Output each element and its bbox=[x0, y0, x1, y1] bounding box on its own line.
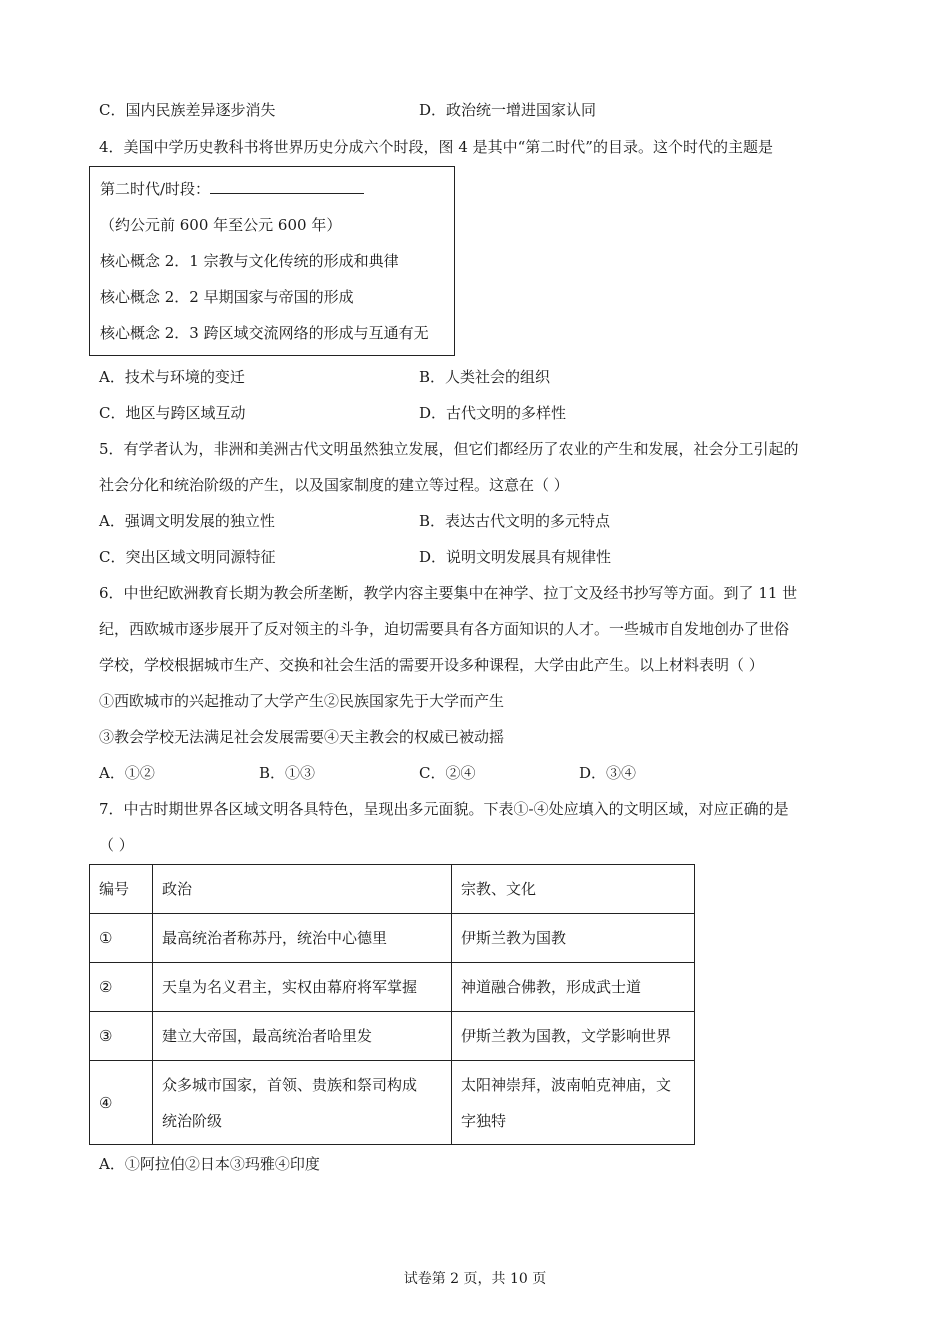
q4-box-period: （约公元前 600 年至公元 600 年） bbox=[100, 216, 342, 234]
table-header-row bbox=[90, 865, 695, 914]
q4-box-blank bbox=[210, 179, 364, 194]
q7-stem-line-1: 7．中古时期世界各区域文明各具特色，呈现出多元面貌。下表①-④处应填入的文明区域，对应正确的是 bbox=[99, 800, 789, 818]
table-cell-religion: 伊斯兰教为国教 bbox=[452, 914, 695, 963]
table-cell-religion bbox=[452, 1061, 695, 1145]
table-header-cell: 宗教、文化 bbox=[452, 865, 695, 914]
table-cell-religion-line: 字独特 bbox=[461, 1111, 507, 1130]
table-header-cell: 编号 bbox=[90, 865, 153, 914]
table-cell-politics: 天皇为名义君主，实权由幕府将军掌握 bbox=[153, 963, 452, 1012]
q6-stem-line-2: 纪，西欧城市逐步展开了反对领主的斗争，迫切需要具有各方面知识的人才。一些城市自发地创办了世俗 bbox=[99, 620, 790, 638]
q4-box-concept-1: 核心概念 2．1 宗教与文化传统的形成和典律 bbox=[100, 252, 399, 270]
table-cell-politics-line: 众多城市国家，首领、贵族和祭司构成 bbox=[162, 1075, 418, 1094]
q7-stem-line-2: （ ） bbox=[99, 836, 134, 854]
table-cell-politics bbox=[153, 1061, 452, 1145]
table-cell-religion: 神道融合佛教，形成武士道 bbox=[452, 963, 695, 1012]
q5-option-b: B．表达古代文明的多元特点 bbox=[419, 512, 611, 530]
q5-option-a: A．强调文明发展的独立性 bbox=[99, 512, 275, 530]
q6-statement-2: ③教会学校无法满足社会发展需要④天主教会的权威已被动摇 bbox=[99, 728, 505, 746]
q6-options bbox=[99, 763, 859, 783]
q5-options-ab bbox=[99, 511, 859, 531]
table-cell-religion: 伊斯兰教为国教，文学影响世界 bbox=[452, 1012, 695, 1061]
q4-box-title-line bbox=[100, 179, 364, 199]
table-cell-id: ④ bbox=[90, 1061, 153, 1145]
q4-option-c: C．地区与跨区域互动 bbox=[99, 404, 246, 422]
q4-option-d: D．古代文明的多样性 bbox=[419, 404, 567, 422]
q6-option-c: C．②④ bbox=[419, 764, 476, 782]
q6-stem-line-3: 学校，学校根据城市生产、交换和社会生活的需要开设多种课程，大学由此产生。以上材料表明（ ） bbox=[99, 656, 764, 674]
q4-box-title: 第二时代/时段： bbox=[100, 180, 211, 198]
q6-option-a: A．①② bbox=[99, 764, 155, 782]
q7-option-a: A．①阿拉伯②日本③玛雅④印度 bbox=[99, 1155, 320, 1173]
q4-options-ab bbox=[99, 367, 859, 387]
table-row bbox=[90, 963, 695, 1012]
q4-stem: 4．美国中学历史教科书将世界历史分成六个时段，图 4 是其中“第二时代”的目录。这个时代的主题是 bbox=[99, 138, 773, 156]
q7-table bbox=[89, 864, 695, 1145]
q5-option-d: D．说明文明发展具有规律性 bbox=[419, 548, 612, 566]
table-cell-id: ① bbox=[90, 914, 153, 963]
table-row bbox=[90, 1061, 695, 1145]
q4-options-cd bbox=[99, 403, 859, 423]
table-cell-religion-line: 太阳神崇拜，波南帕克神庙，文 bbox=[461, 1075, 672, 1094]
table-cell-politics: 建立大帝国，最高统治者哈里发 bbox=[153, 1012, 452, 1061]
table-header-cell: 政治 bbox=[153, 865, 452, 914]
q5-stem-line-2: 社会分化和统治阶级的产生，以及国家制度的建立等过程。这意在（ ） bbox=[99, 476, 569, 494]
table-row bbox=[90, 1012, 695, 1061]
q6-option-d: D．③④ bbox=[579, 764, 637, 782]
q4-figure-box bbox=[89, 166, 455, 356]
q3-options-cd bbox=[99, 100, 859, 120]
q6-stem-line-1: 6．中世纪欧洲教育长期为教会所垄断，教学内容主要集中在神学、拉丁文及经书抄写等方面。到了 11 世 bbox=[99, 584, 798, 602]
page-footer: 试卷第 2 页，共 10 页 bbox=[403, 1271, 547, 1287]
q5-option-c: C．突出区域文明同源特征 bbox=[99, 548, 276, 566]
q4-option-b: B．人类社会的组织 bbox=[419, 368, 551, 386]
q4-box-concept-2: 核心概念 2．2 早期国家与帝国的形成 bbox=[100, 288, 354, 306]
q3-option-c: C．国内民族差异逐步消失 bbox=[99, 101, 276, 119]
q4-box-concept-3: 核心概念 2．3 跨区域交流网络的形成与互通有无 bbox=[100, 324, 429, 342]
table-cell-politics: 最高统治者称苏丹，统治中心德里 bbox=[153, 914, 452, 963]
table-cell-id: ② bbox=[90, 963, 153, 1012]
q6-statement-1: ①西欧城市的兴起推动了大学产生②民族国家先于大学而产生 bbox=[99, 692, 505, 710]
table-row bbox=[90, 914, 695, 963]
table-cell-politics-line: 统治阶级 bbox=[162, 1111, 223, 1130]
q4-option-a: A．技术与环境的变迁 bbox=[99, 368, 245, 386]
q3-option-d: D．政治统一增进国家认同 bbox=[419, 101, 597, 119]
q5-options-cd bbox=[99, 547, 859, 567]
table-cell-id: ③ bbox=[90, 1012, 153, 1061]
q5-stem-line-1: 5．有学者认为，非洲和美洲古代文明虽然独立发展，但它们都经历了农业的产生和发展，社会分工引起的 bbox=[99, 440, 799, 458]
q6-option-b: B．①③ bbox=[259, 764, 316, 782]
